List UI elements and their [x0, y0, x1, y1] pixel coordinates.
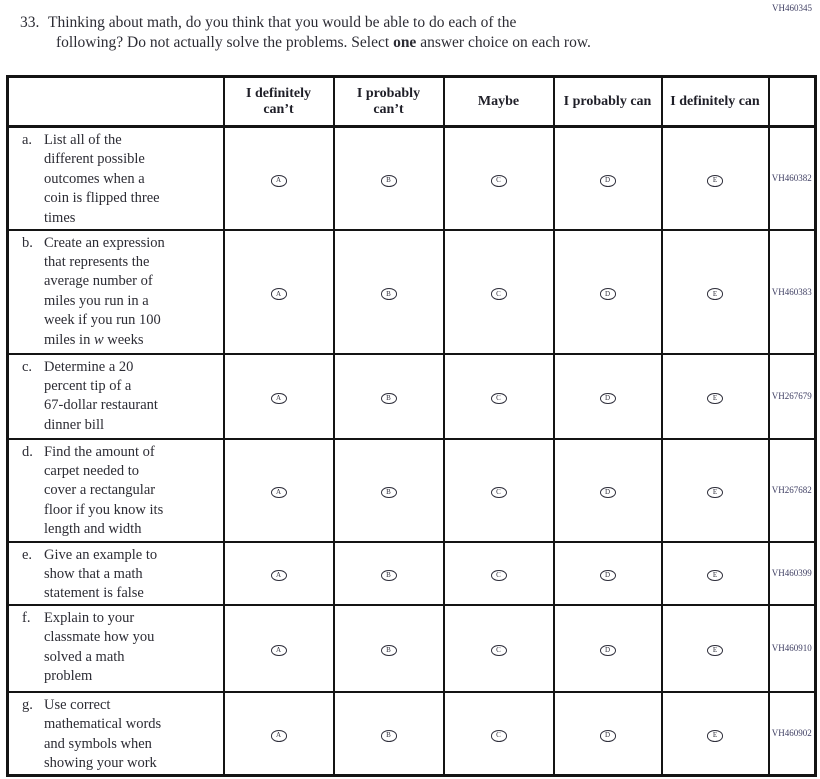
answer-bubble-B[interactable]: B: [381, 288, 397, 300]
answer-cell: [662, 439, 769, 542]
row-code: VH267682: [769, 439, 816, 542]
answer-bubble-E[interactable]: E: [707, 730, 723, 742]
row-label: e.: [22, 546, 33, 563]
row-label: a.: [22, 132, 33, 148]
answer-bubble-E[interactable]: E: [707, 393, 723, 405]
row-label: g.: [22, 696, 33, 713]
answer-bubble-D[interactable]: D: [600, 175, 616, 187]
answer-bubble-B[interactable]: B: [381, 175, 397, 187]
row-code: VH460399: [769, 542, 816, 605]
statement-c: c. Determine a 20 percent tip of a 67-dollar restaurant dinner bill: [8, 354, 224, 439]
header-probably-can: I probably can: [554, 77, 662, 127]
answer-bubble-C[interactable]: C: [491, 730, 507, 742]
answer-bubble-A[interactable]: A: [271, 175, 287, 187]
answer-bubble-C[interactable]: C: [491, 487, 507, 499]
question-block: [20, 13, 591, 52]
statement-g: g. Use correct mathematical words and symbols when showing your work: [8, 692, 224, 776]
answer-cell: [554, 230, 662, 354]
survey-table: [6, 75, 817, 777]
row-code: VH460382: [769, 127, 816, 230]
answer-cell: [662, 230, 769, 354]
answer-cell: [554, 605, 662, 692]
row-code: VH460910: [769, 605, 816, 692]
header-statement: [8, 77, 224, 127]
answer-bubble-E[interactable]: E: [707, 487, 723, 499]
emphasis-one: one: [393, 33, 417, 51]
header-maybe: Maybe: [444, 77, 554, 127]
answer-bubble-B[interactable]: B: [381, 393, 397, 405]
answer-bubble-D[interactable]: D: [600, 730, 616, 742]
answer-cell: [334, 127, 444, 230]
answer-cell: [554, 127, 662, 230]
answer-bubble-B[interactable]: B: [381, 730, 397, 742]
table-row-e: [8, 542, 816, 605]
answer-bubble-C[interactable]: C: [491, 393, 507, 405]
answer-cell: [334, 354, 444, 439]
answer-cell: [444, 127, 554, 230]
table-row-d: [8, 439, 816, 542]
statement-d: d. Find the amount of carpet needed to cover a rectangular floor if you know its length and width: [8, 439, 224, 542]
header-definitely-cant: I definitely can’t: [224, 77, 334, 127]
answer-bubble-C[interactable]: C: [491, 288, 507, 300]
answer-cell: [444, 692, 554, 776]
answer-bubble-A[interactable]: A: [271, 730, 287, 742]
answer-bubble-A[interactable]: A: [271, 570, 287, 582]
statement-b-last-line: miles in w weeks: [44, 331, 144, 348]
page-code-badge: VH460345: [772, 3, 812, 13]
header-definitely-can: I definitely can: [662, 77, 769, 127]
answer-bubble-A[interactable]: A: [271, 487, 287, 499]
answer-bubble-B[interactable]: B: [381, 487, 397, 499]
answer-cell: [554, 354, 662, 439]
question-line-2: following? Do not actually solve the problems. Select one answer choice on each row.: [56, 33, 591, 51]
row-label: c.: [22, 358, 33, 375]
answer-cell: [334, 605, 444, 692]
answer-bubble-E[interactable]: E: [707, 288, 723, 300]
answer-cell: [444, 542, 554, 605]
answer-bubble-D[interactable]: D: [600, 393, 616, 405]
table-row-b: [8, 230, 816, 354]
row-label: d.: [22, 443, 33, 460]
answer-cell: [224, 605, 334, 692]
answer-cell: [224, 692, 334, 776]
answer-cell: [662, 127, 769, 230]
answer-bubble-C[interactable]: C: [491, 570, 507, 582]
question-number: 33.: [20, 14, 40, 31]
answer-bubble-D[interactable]: D: [600, 487, 616, 499]
answer-cell: [554, 439, 662, 542]
statement-a: a. List all of the different possible outcomes when a coin is flipped three times: [8, 127, 224, 230]
answer-bubble-D[interactable]: D: [600, 288, 616, 300]
answer-cell: [334, 542, 444, 605]
answer-bubble-B[interactable]: B: [381, 570, 397, 582]
question-text: [48, 13, 591, 52]
answer-bubble-D[interactable]: D: [600, 645, 616, 657]
header-row: [8, 77, 816, 127]
answer-bubble-A[interactable]: A: [271, 288, 287, 300]
header-code-column: [769, 77, 816, 127]
row-code: VH267679: [769, 354, 816, 439]
answer-cell: [662, 354, 769, 439]
answer-bubble-E[interactable]: E: [707, 175, 723, 187]
answer-cell: [444, 439, 554, 542]
answer-cell: [444, 605, 554, 692]
answer-bubble-B[interactable]: B: [381, 645, 397, 657]
answer-cell: [224, 354, 334, 439]
answer-bubble-D[interactable]: D: [600, 570, 616, 582]
answer-cell: [662, 692, 769, 776]
answer-cell: [554, 692, 662, 776]
answer-cell: [334, 230, 444, 354]
header-probably-cant: I probably can’t: [334, 77, 444, 127]
answer-cell: [444, 354, 554, 439]
answer-cell: [224, 542, 334, 605]
answer-cell: [662, 542, 769, 605]
answer-cell: [224, 439, 334, 542]
table-row-a: [8, 127, 816, 230]
answer-bubble-E[interactable]: E: [707, 645, 723, 657]
answer-bubble-A[interactable]: A: [271, 393, 287, 405]
table-row-g: [8, 692, 816, 776]
variable-w: w: [93, 331, 104, 348]
answer-cell: [224, 127, 334, 230]
answer-cell: [554, 542, 662, 605]
answer-cell: [334, 439, 444, 542]
answer-cell: [334, 692, 444, 776]
row-code: VH460383: [769, 230, 816, 354]
answer-cell: [444, 230, 554, 354]
answer-bubble-A[interactable]: A: [271, 645, 287, 657]
answer-bubble-C[interactable]: C: [491, 645, 507, 657]
table-row-f: [8, 605, 816, 692]
statement-b: b. Create an expression that represents the average number of miles you run in a week if you run 100 miles in w weeks: [8, 230, 224, 354]
answer-bubble-E[interactable]: E: [707, 570, 723, 582]
statement-e: e. Give an example to show that a math statement is false: [8, 542, 224, 605]
row-label: b.: [22, 234, 33, 251]
table-row-c: [8, 354, 816, 439]
answer-cell: [224, 230, 334, 354]
statement-f: f. Explain to your classmate how you solved a math problem: [8, 605, 224, 692]
answer-bubble-C[interactable]: C: [491, 175, 507, 187]
answer-cell: [662, 605, 769, 692]
row-code: VH460902: [769, 692, 816, 776]
row-label: f.: [22, 609, 31, 626]
question-line-1: Thinking about math, do you think that you would be able to do each of the: [48, 14, 517, 31]
